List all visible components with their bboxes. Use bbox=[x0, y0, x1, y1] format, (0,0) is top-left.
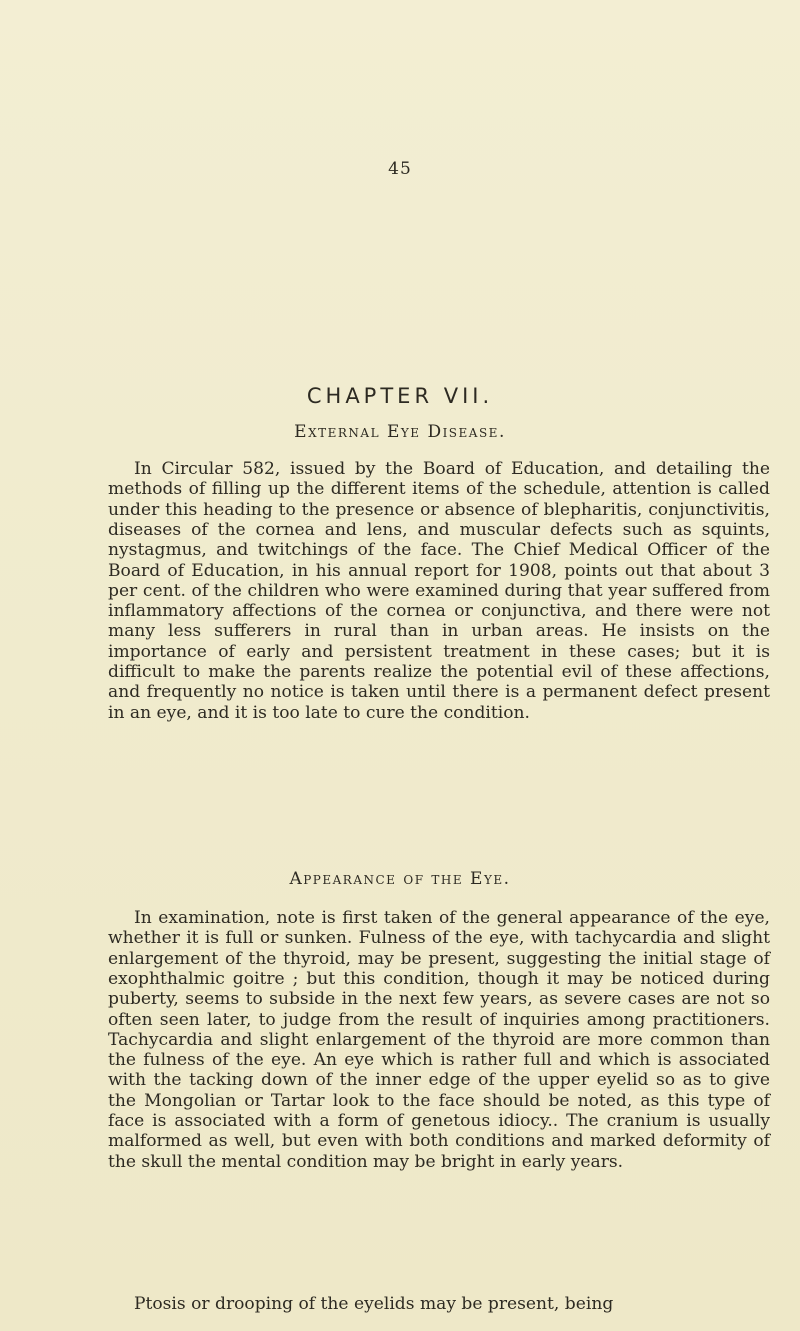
paragraph: In Circular 582, issued by the Board of Education, and detailing the methods of filling up the different items of the schedule, attention is called under this heading to the presence or absence of blepharitis, conjunctivitis, diseases of the cornea and lens, and muscular defects such as squints, nystagmus, and twitchings of the face. The Chief Medical Officer of the Board of Education, in his annual report for 1908, points out that about 3 per cent. of the children who were examined during that year suffered from inflammatory affections of the cornea or conjunctiva, and there were not many less sufferers in rural than in urban areas. He insists on the importance of early and persistent treatment in these cases; but it is difficult to make the parents realize the potential evil of these affections, and frequently no notice is taken until there is a permanent defect present in an eye, and it is too late to cure the condition. bbox=[108, 459, 770, 723]
chapter-heading: CHAPTER VII. bbox=[306, 384, 494, 408]
page-number: 45 bbox=[388, 159, 412, 179]
section-heading-external-eye-disease: External Eye Disease. bbox=[294, 422, 506, 442]
paragraph: In examination, note is first taken of the general appearance of the eye, whether it is full or sunken. Fulness of the eye, with tachycardia and slight enlargement of the thyroid, may be present, suggesting the initial stage of exophthalmic goitre ; but this condition, though it may be noticed during puberty, seems to subside in the next few years, as severe cases are not so often seen later, to judge from the result of inquiries among practitioners. Tachycardia and slight enlargement of the thyroid are more common than the fulness of the eye. An eye which is rather full and which is associated with the tacking down of the inner edge of the upper eyelid so as to give the Mongolian or Tartar look to the face should be noted, as this type of face is associated with a form of genetous idiocy.. The cranium is usually malformed as well, but even with both conditions and marked deformity of the skull the mental condition may be bright in early years. bbox=[108, 908, 770, 1172]
paragraph: Ptosis or drooping of the eyelids may be present, being bbox=[134, 1294, 614, 1315]
section-heading-appearance-of-the-eye: Appearance of the Eye. bbox=[289, 869, 511, 889]
